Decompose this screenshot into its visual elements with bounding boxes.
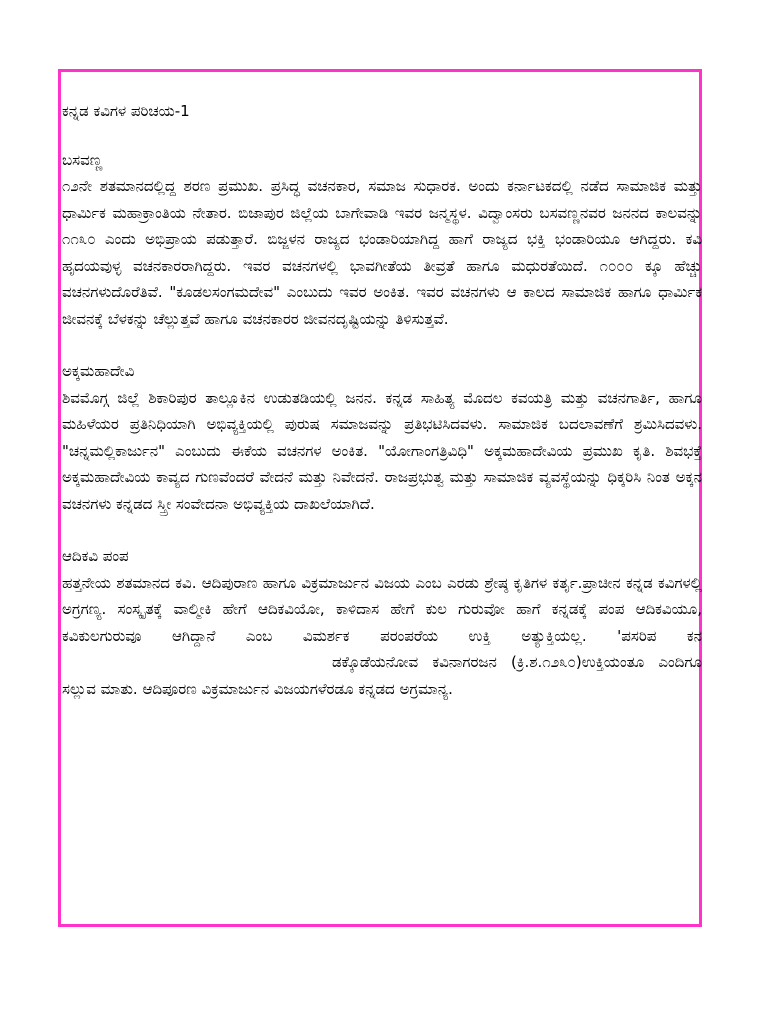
section-body: ೧೨ನೇ ಶತಮಾನದಲ್ಲಿದ್ದ ಶರಣ ಪ್ರಮುಖ. ಪ್ರಸಿದ್ಧ ವಚನಕಾರ, ಸಮಾಜ ಸುಧಾರಕ. ಅಂದು ಕರ್ನಾಟಕದಲ್ಲಿ ನಡೆದ ಸಾಮಾಜಿಕ ಮತ್ತು ಧಾರ್ಮಿಕ ಮಹಾಕ್ರಾಂತಿಯ ನೇತಾರ. ಬಿಜಾಪುರ ಜಿಲ್ಲೆಯ ಬಾಗೇವಾಡಿ ಇವರ ಜನ್ಮಸ್ಥಳ. ವಿದ್ವಾಂಸರು ಬಸವಣ್ಣನವರ ಜನನದ ಕಾಲವನ್ನು ೧೧೩೦ ಎಂದು ಅಭಿಪ್ರಾಯ ಪಡುತ್ತಾರೆ. ಬಿಜ್ಜಳನ ರಾಜ್ಯದ ಭಂಡಾರಿಯಾಗಿದ್ದ ಹಾಗೆ ರಾಜ್ಯದ ಭಕ್ತಿ ಭಂಡಾರಿಯೂ ಆಗಿದ್ದರು. ಕವಿ ಹೃದಯವುಳ್ಳ ವಚನಕಾರರಾಗಿದ್ದರು. ಇವರ ವಚನಗಳಲ್ಲಿ ಭಾವಗೀತೆಯ ತೀವ್ರತೆ ಹಾಗೂ ಮಧುರತೆಯಿದೆ. ೧೦೦೦ ಕ್ಕೂ ಹೆಚ್ಚು ವಚನಗಳುದೊರೆತಿವೆ. "ಕೂಡಲಸಂಗಮದೇವ" ಎಂಬುದು ಇವರ ಅಂಕಿತ. ಇವರ ವಚನಗಳು ಆ ಕಾಲದ ಸಾಮಾಜಿಕ ಹಾಗೂ ಧಾರ್ಮಿಕ ಜೀವನಕ್ಕೆ ಬೆಳಕನ್ನು ಚೆಲ್ಲುತ್ತವೆ ಹಾಗೂ ವಚನಕಾರರ ಜೀವನದೃಷ್ಟಿಯನ್ನು ತಿಳಿಸುತ್ತವೆ. bbox=[62, 177, 702, 328]
section-body-overflow: ಡಕ್ಕೊಡೆಯನೋವ bbox=[332, 653, 419, 671]
section-body-start: ಹತ್ತನೇಯ ಶತಮಾನದ ಕವಿ. ಆದಿಪುರಾಣ ಹಾಗೂ ವಿಕ್ರಮಾರ್ಜುನ ವಿಜಯ ಎಂಬ ಎರಡು ಶ್ರೇಷ್ಠ ಕೃತಿಗಳ ಕರ್ತೃ.ಪ್ರಾಚೀನ ಕನ್ನಡ ಕವಿಗಳಲ್ಲಿ ಅಗ್ರಗಣ್ಯ. ಸಂಸ್ಕೃತಕ್ಕೆ ವಾಲ್ಮೀಕಿ ಹೇಗೆ ಆದಿಕವಿಯೋ, ಕಾಳಿದಾಸ ಹೇಗೆ ಕುಲ ಗುರುವೋ ಹಾಗೆ ಕನ್ನಡಕ್ಕೆ ಪಂಪ ಆದಿಕವಿಯೂ, ಕವಿಕುಲಗುರುವೂ ಆಗಿದ್ದಾನೆ ಎಂಬ ವಿಮರ್ಶಕ ಪರಂಪರೆಯ ಉಕ್ತಿ ಅತ್ಯುಕ್ತಿಯಲ್ಲ. 'ಪಸರಿಪ ಕನ bbox=[62, 573, 702, 645]
document-body bbox=[62, 98, 702, 728]
section-heading: ಬಸವಣ್ಣ bbox=[62, 150, 103, 169]
section-basavanna bbox=[62, 147, 702, 333]
section-body: ಶಿವಮೊಗ್ಗ ಜಿಲ್ಲೆ ಶಿಕಾರಿಪುರ ತಾಲ್ಲೂಕಿನ ಉಡುತಡಿಯಲ್ಲಿ ಜನನ. ಕನ್ನಡ ಸಾಹಿತ್ಯ ಮೊದಲ ಕವಯತ್ರಿ ಮತ್ತು ವಚನಗಾರ್ತಿ, ಹಾಗೂ ಮಹಿಳೆಯರ ಪ್ರತಿನಿಧಿಯಾಗಿ ಅಭಿವ್ಯಕ್ತಿಯಲ್ಲಿ ಪುರುಷ ಸಮಾಜವನ್ನು ಪ್ರತಿಭಟಿಸಿದವಳು. ಸಾಮಾಜಿಕ ಬದಲಾವಣೆಗೆ ಶ್ರಮಿಸಿದವಳು. "ಚನ್ನಮಲ್ಲಿಕಾರ್ಜುನ" ಎಂಬುದು ಈಕೆಯ ವಚನಗಳ ಅಂಕಿತ. "ಯೋಗಾಂಗತ್ರಿವಿಧಿ" ಅಕ್ಕಮಹಾದೇವಿಯ ಪ್ರಮುಖ ಕೃತಿ. ಶಿವಭಕ್ತೆ ಅಕ್ಕಮಹಾದೇವಿಯ ಕಾವ್ಯದ ಗುಣವೆಂದರೆ ವೇದನೆ ಮತ್ತು ನಿವೇದನೆ. ರಾಜಪ್ರಭುತ್ವ ಮತ್ತು ಸಾಮಾಜಿಕ ವ್ಯವಸ್ಥೆಯನ್ನು ಧಿಕ್ಕರಿಸಿ ನಿಂತ ಅಕ್ಕನ ವಚನಗಳು ಕನ್ನಡದ ಸ್ತ್ರೀ ಸಂವೇದನಾ ಅಭಿವ್ಯಕ್ತಿಯ ದಾಖಲೆಯಾಗಿದೆ. bbox=[62, 388, 702, 513]
section-body-end: ಕವಿನಾಗರಜನ (ಕ್ರಿ.ಶ.೧೨೩೦)ಉಕ್ತಿಯಂತೂ ಎಂದಿಗೂ ಸಲ್ಲುವ ಮಾತು. ಆದಿಪೂರಣ ವಿಕ್ರಮಾರ್ಜುನ ವಿಜಯಗಳೆರಡೂ ಕನ್ನಡದ ಅಗ್ರಮಾನ್ಯ. bbox=[62, 653, 702, 698]
section-body bbox=[62, 570, 702, 703]
section-pampa bbox=[62, 543, 702, 702]
document-title: ಕನ್ನಡ ಕವಿಗಳ ಪರಿಚಯ-1 bbox=[62, 102, 190, 120]
section-akkamahadevi bbox=[62, 358, 702, 517]
section-heading: ಆದಿಕವಿ ಪಂಪ bbox=[62, 547, 129, 565]
section-heading: ಅಕ್ಕಮಹಾದೇವಿ bbox=[62, 362, 135, 380]
